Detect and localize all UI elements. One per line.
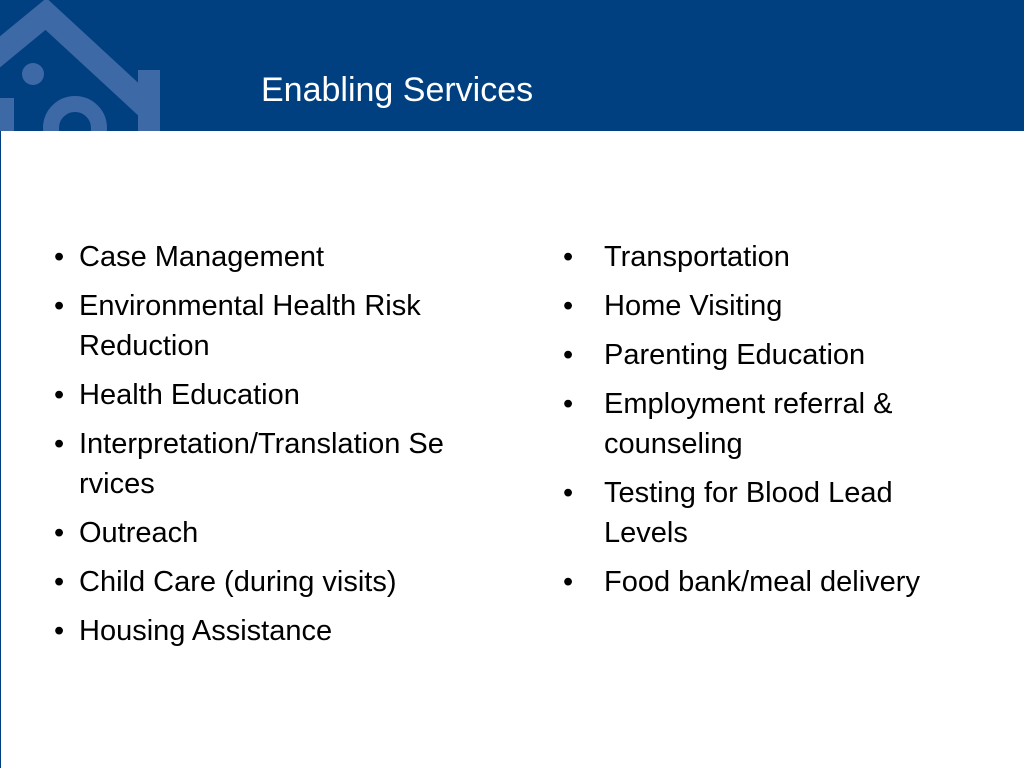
bullet-icon: • (563, 566, 574, 598)
title-bar (0, 0, 1024, 131)
list-item-text: Testing for Blood Lead Levels (604, 477, 893, 549)
list-item-text: Environmental Health Risk Reduction (79, 290, 421, 362)
list-item-text: Outreach (79, 517, 199, 549)
list-item-text: Housing Assistance (79, 615, 333, 647)
list-item (563, 384, 954, 464)
bullet-icon: • (54, 241, 65, 273)
bullet-icon: • (563, 339, 574, 371)
bullet-icon: • (54, 615, 65, 647)
list-item-text: Health Education (79, 379, 300, 411)
list-item-text: Transportation (604, 241, 790, 273)
house-logo-icon (0, 0, 200, 131)
list-item-text: Interpretation/Translation Services (79, 428, 444, 500)
left-bullet-list (54, 237, 451, 660)
bullet-icon: • (563, 477, 574, 509)
bullet-icon: • (54, 428, 65, 460)
bullet-icon: • (54, 379, 65, 411)
bullet-icon: • (54, 517, 65, 549)
list-item-text: Home Visiting (604, 290, 783, 322)
list-item (563, 286, 954, 326)
bullet-icon: • (563, 290, 574, 322)
bullet-icon: • (563, 241, 574, 273)
left-border-line (0, 131, 1, 768)
list-item (54, 611, 451, 651)
list-item (563, 335, 954, 375)
list-item (563, 473, 954, 553)
list-item (54, 286, 451, 366)
list-item-text: Parenting Education (604, 339, 866, 371)
bullet-icon: • (54, 566, 65, 598)
right-bullet-list (563, 237, 954, 611)
list-item-text: Case Management (79, 241, 325, 273)
list-item-text: Employment referral & counseling (604, 388, 893, 460)
list-item (54, 375, 451, 415)
list-item-text: Child Care (during visits) (79, 566, 397, 598)
list-item (563, 562, 954, 602)
list-item-text: Food bank/meal delivery (604, 566, 920, 598)
slide-title: Enabling Services (261, 71, 534, 109)
list-item (54, 424, 451, 504)
bullet-icon: • (563, 388, 574, 420)
list-item (54, 513, 451, 553)
list-item (54, 562, 451, 602)
bullet-icon: • (54, 290, 65, 322)
list-item (563, 237, 954, 277)
list-item (54, 237, 451, 277)
